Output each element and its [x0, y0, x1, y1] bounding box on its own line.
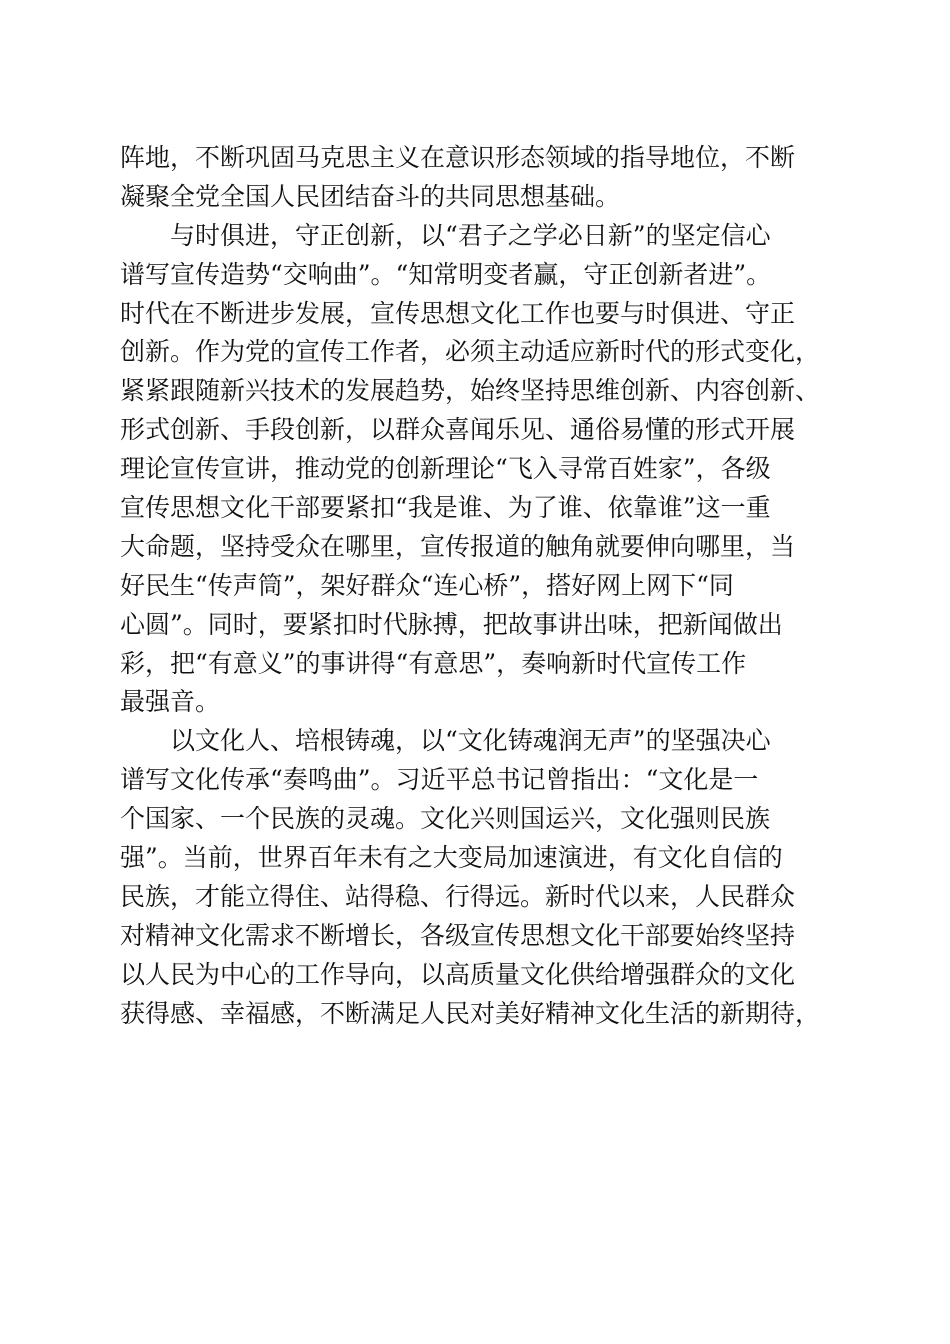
- text-line: 谱写宣传造势“交响曲”。“知常明变者赢，守正创新者进”。: [120, 259, 772, 289]
- text-line: 时代在不断进步发展，宣传思想文化工作也要与时俱进、守正: [120, 298, 796, 328]
- text-line: 以人民为中心的工作导向，以高质量文化供给增强群众的文化: [120, 959, 796, 989]
- text-line: 紧紧跟随新兴技术的发展趋势，始终坚持思维创新、内容创新、: [120, 376, 821, 406]
- text-line: 获得感、幸福感，不断满足人民对美好精神文化生活的新期待，: [120, 998, 821, 1028]
- text-line: 与时俱进，守正创新，以“君子之学必日新”的坚定信心: [120, 220, 771, 250]
- text-line: 大命题，坚持受众在哪里，宣传报道的触角就要伸向哪里，当: [120, 531, 796, 561]
- text-line: 以文化人、培根铸魂，以“文化铸魂润无声”的坚强决心: [120, 726, 771, 756]
- text-line: 心圆”。同时，要紧扣时代脉搏，把故事讲出味，把新闻做出: [120, 609, 783, 639]
- text-line: 好民生“传声筒”，架好群众“连心桥”，搭好网上网下“同: [120, 570, 734, 600]
- text-line: 凝聚全党全国人民团结奋斗的共同思想基础。: [120, 181, 621, 211]
- text-line: 最强音。: [120, 687, 221, 717]
- text-line: 个国家、一个民族的灵魂。文化兴则国运兴，文化强则民族: [120, 804, 771, 834]
- text-line: 宣传思想文化干部要紧扣“我是谁、为了谁、依靠谁”这一重: [120, 493, 771, 523]
- text-line: 形式创新、手段创新，以群众喜闻乐见、通俗易懂的形式开展: [120, 415, 796, 445]
- body-text: [120, 139, 840, 1033]
- text-line: 创新。作为党的宣传工作者，必须主动适应新时代的形式变化，: [120, 337, 821, 367]
- text-line: 彩，把“有意义”的事讲得“有意思”，奏响新时代宣传工作: [120, 648, 747, 678]
- text-line: 理论宣传宣讲，推动党的创新理论“飞入寻常百姓家”，各级: [120, 454, 771, 484]
- text-line: 谱写文化传承“奏鸣曲”。习近平总书记曾指出：“文化是一: [120, 765, 759, 795]
- text-line: 民族，才能立得住、站得稳、行得远。新时代以来，人民群众: [120, 881, 796, 911]
- text-line: 强”。当前，世界百年未有之大变局加速演进，有文化自信的: [120, 843, 783, 873]
- text-line: 对精神文化需求不断增长，各级宣传思想文化干部要始终坚持: [120, 920, 796, 950]
- text-line: 阵地，不断巩固马克思主义在意识形态领域的指导地位，不断: [120, 143, 796, 172]
